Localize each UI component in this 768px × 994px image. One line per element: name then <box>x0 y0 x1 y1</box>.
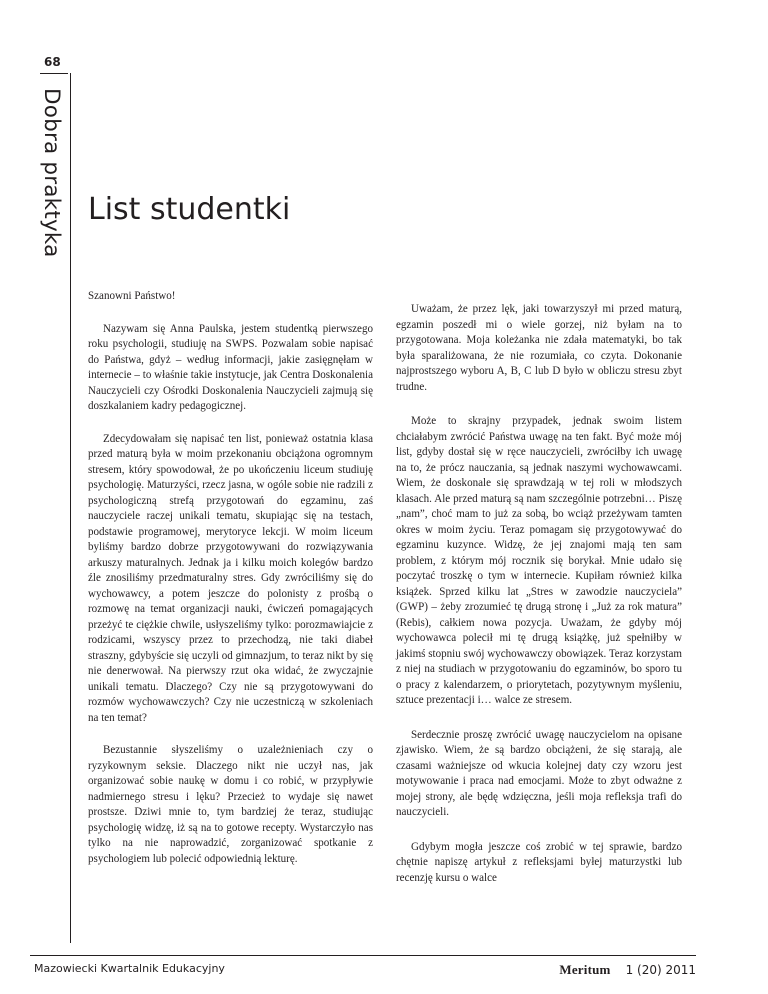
paragraph: Serdecznie proszę zwrócić uwagę nauczycielom na opisane zjawisko. Wiem, że są bardzo obciążeni, że się starają, ale czasami ważniejsze od wkucia kolejnej daty czy wzoru jest motywowanie i praca nad emocjami. Może to zbyt odważne z mojej strony, ale będę wdzięczna, jeśli moja refleksja trafi do nauczycieli. <box>396 728 682 818</box>
paragraph: Zdecydowałam się napisać ten list, ponieważ ostatnia klasa przed maturą była w moim przekonaniu obciążona ogromnym stresem, który spowodował, że po ukończeniu liceum studiuję psychologię. Maturzyści, rzecz jasna, w ogóle sobie nie radzili z psychologiczną strefą przygotowań do egzaminu, zaś nauczyciele raczej unikali tematu, skupiając się na testach, podstawie programowej, merytoryce lekcji. W moim liceum byliśmy bardzo dobrze przygotowywani do rozwiązywania arkuszy maturalnych. Jednak ja i kilku moich kolegów bardzo źle znosiliśmy przedmaturalny stres. Gdy zwróciliśmy się do wychowawcy, a potem jeszcze do polonisty z prośbą o rozmowę na temat organizacji nauki, ćwiczeń pomagających przeżyć te ciężkie chwile, usłyszeliśmy tylko: porozmawiajcie z rodzicami, wszyscy przez to przechodzą, nie taki diabeł straszny, gdybyście się uczyli od gimnazjum, to teraz nikt by się nie denerwował. Na pierwszy rzut oka widać, że zwyczajnie unikali tematu. Dlaczego? Czy nie są przygotowywani do rozmów wychowawczych? Czy nie uczestniczą w szkoleniach na ten temat? <box>88 432 373 724</box>
paragraph: Uważam, że przez lęk, jaki towarzyszył mi przed maturą, egzamin poszedł mi o wiele gorzej, niż byłam na to przygotowana. Moja koleżanka nie zdała matematyki, bo tak była sparaliżowana, że nie rozumiała, co czyta. Dokonanie najprostszego wyboru A, B, C lub D było w obliczu stresu zbyt trudne. <box>396 303 682 393</box>
article-title: List studentki <box>88 192 291 227</box>
paragraph: Gdybym mogła jeszcze coś zrobić w tej sprawie, bardzo chętnie napiszę artykuł z refleksjami byłej maturzystki lub recenzję kursu o walce <box>396 840 682 884</box>
paragraph: Nazywam się Anna Paulska, jestem studentką pierwszego roku psychologii, studiuję na SWPS. Pozwalam sobie napisać do Państwa, gdyż – według informacji, jakie zasięgnęłam w internecie – to właśnie takie instytucje, jak Centra Doskonalenia Nauczycieli czy Ośrodki Doskonalenia Nauczycieli zajmują się doszkalaniem kadry pedagogicznej. <box>88 322 373 412</box>
paragraph: Bezustannie słyszeliśmy o uzależnieniach czy o ryzykownym seksie. Dlaczego nikt nie uczył nas, jak organizować sobie naukę w domu i co robić, w przypływie nadmiernego stresu i lęku? Przecież to wydaje się nawet prostsze. Dziwi mnie to, tym bardziej że teraz, studiując psychologię widzę, iż są na to gotowe recepty. Wystarczyło nas tylko na nie naprowadzić, zorganizować spotkanie z psychologiem lub polecić odpowiednią lekturę. <box>88 744 373 865</box>
paragraph: Może to skrajny przypadek, jednak swoim listem chciałabym zwrócić Państwa uwagę na ten fakt. Być może mój list, gdyby dostał się w ręce nauczycieli, zwróciłby ich uwagę na to, że prócz nauczania, są jednak naszymi wychowawcami. Wiem, że doskonale się sprawdzają w tej roli w młodszych klasach. Ale przed maturą są nam szczególnie potrzebni… Piszę „nam”, choć mam to już za sobą, bo wciąż przeżywam tamten okres w moim życiu. Teraz pomagam się przygotowywać do egzaminu kuzynce. Widzę, że jej znajomi mają ten sam problem, z którym mój rocznik się borykał. Mnie udało się poczytać troszkę o tym w internecie. Kupiłam również kilka książek. Sprzed kilku lat „Stres w zawodzie nauczyciela” (GWP) – żeby zrozumieć tę drugą stronę i „Już za rok matura” (Rebis), całkiem nowa pozycja. Uważam, że gdyby mój wychowawca polecił mi tę drugą książkę, już spełniłby w jakimś stopniu swój wychowawczy obowiązek. Teraz korzystam z niej na studiach w przygotowaniu do egzaminów, bo sporo tu o pracy z kalendarzem, o priorytetach, pozytywnym myśleniu, sztuce prezentacji i… walce ze stresem. <box>396 415 682 706</box>
footer-rule <box>30 955 696 956</box>
footer-publication: Mazowiecki Kwartalnik Edukacyjny <box>34 962 225 975</box>
page-number: 68 <box>44 55 61 69</box>
footer-masthead <box>559 962 696 978</box>
left-column <box>88 289 373 884</box>
salutation: Szanowni Państwo! <box>88 290 176 302</box>
footer-issue: 1 (20) 2011 <box>625 963 696 977</box>
section-label: Dobra praktyka <box>39 88 64 258</box>
right-column <box>396 302 682 905</box>
side-rule <box>70 73 71 943</box>
top-rule <box>40 73 68 74</box>
footer-journal: Meritum <box>559 962 611 977</box>
